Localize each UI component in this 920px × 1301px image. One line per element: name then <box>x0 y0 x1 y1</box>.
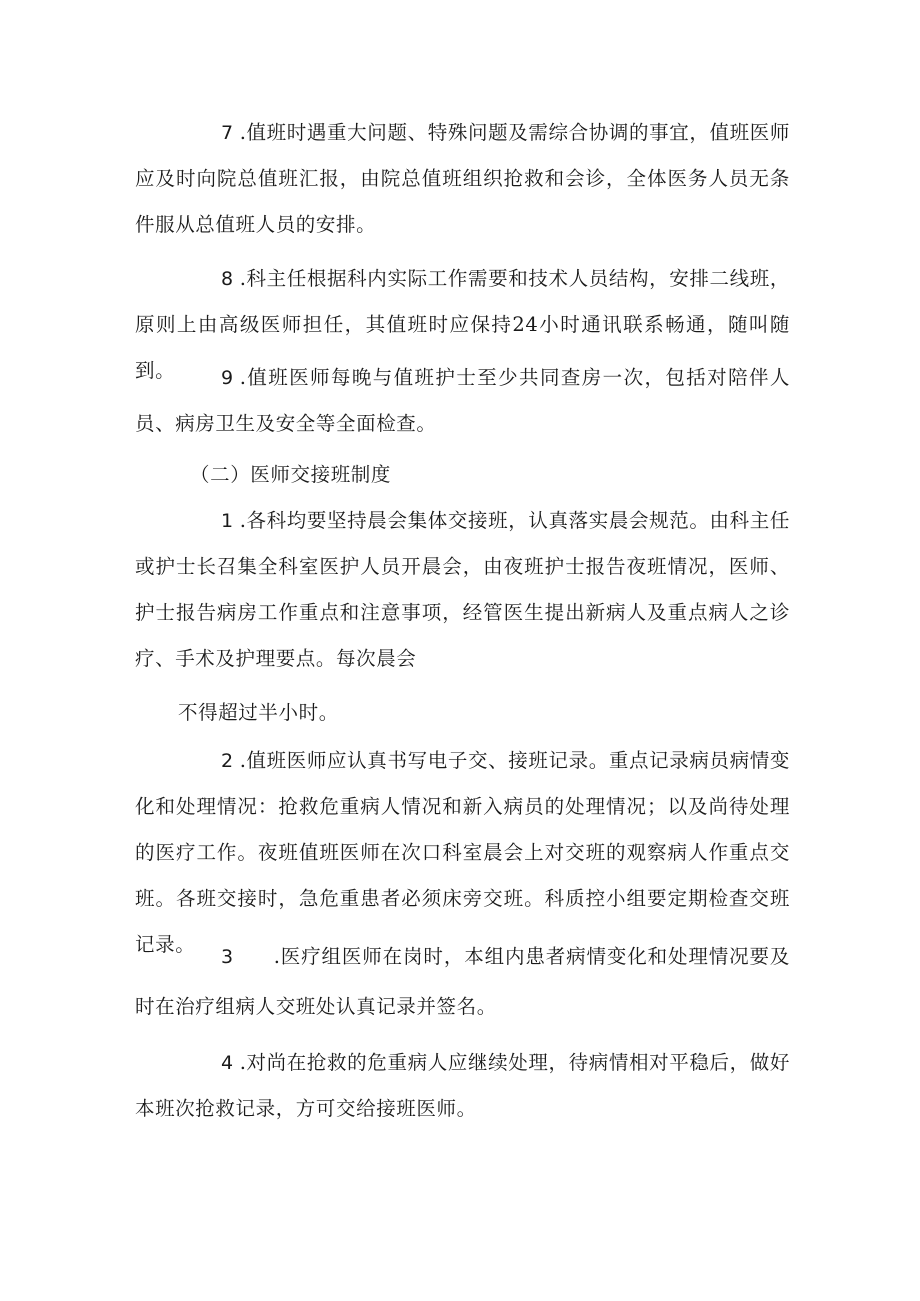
paragraph-item-4 <box>135 1040 790 1132</box>
paragraph-item-7 <box>135 110 790 248</box>
paragraph-text: .值班医师应认真书写电子交、接班记录。重点记录病员病情变化和处理情况：抢救危重病人情况和新入病员的处理情况；以及尚待处理的医疗工作。夜班值班医师在次口科室晨会上对交班的观察病人作重点交班。各班交接时，急危重患者必须床旁交班。科质控小组要定期检查交班记录。 <box>135 749 790 956</box>
item-number: 7 <box>221 122 234 144</box>
section-heading: （二）医师交接班制度 <box>190 463 392 486</box>
item-number: 4 <box>221 1052 234 1074</box>
paragraph-text: .医疗组医师在岗时，本组内患者病情变化和处理情况要及时在治疗组病人交班处认真记录并签名。 <box>135 945 790 1018</box>
paragraph-item-1 <box>135 498 790 682</box>
paragraph-text: .对尚在抢救的危重病人应继续处理，待病情相对平稳后，做好本班次抢救记录，方可交给接班医师。 <box>135 1051 790 1120</box>
item-number: 9 <box>221 367 234 389</box>
item-number: 1 <box>221 510 234 532</box>
paragraph-text: .值班时遇重大问题、特殊问题及需综合协调的事宜，值班医师应及时向院总值班汇报，由院总值班组织抢救和会诊，全体医务人员无条件服从总值班人员的安排。 <box>135 121 790 236</box>
paragraph-text: .科主任根据科内实际工作需要和技术人员结构，安排二线班，原则上由高级医师担任，其值班时应保持24小时通讯联系畅通，随叫随到。 <box>135 267 790 382</box>
item-number: 3 <box>221 946 234 968</box>
item-number: 2 <box>221 750 234 772</box>
item-number: 8 <box>221 268 234 290</box>
paragraph-continuation: 不得超过半小时。 <box>178 701 339 724</box>
paragraph-text: .值班医师每晚与值班护士至少共同查房一次，包括对陪伴人员、病房卫生及安全等全面检查。 <box>135 366 790 435</box>
paragraph-text: .各科均要坚持晨会集体交接班，认真落实晨会规范。由科主任或护士长召集全科室医护人员开晨会，由夜班护士报告夜班情况，医师、护士报告病房工作重点和注意事项，经管医生提出新病人及重点病人之诊疗、手术及护理要点。每次晨会 <box>135 509 790 670</box>
paragraph-item-3 <box>135 932 790 1032</box>
paragraph-item-9 <box>135 355 790 447</box>
